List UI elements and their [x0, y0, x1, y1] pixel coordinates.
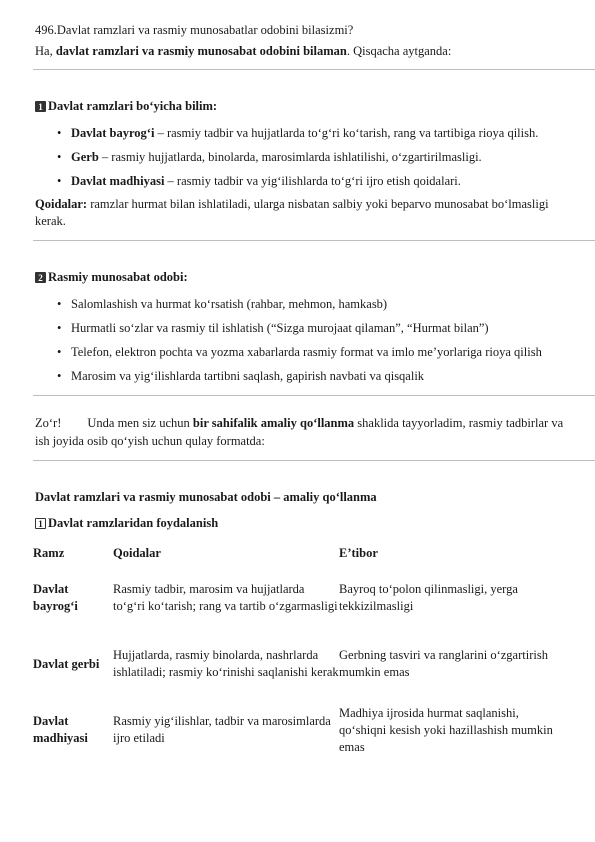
column-header: Qoidalar [113, 545, 161, 560]
item-text: Hurmatli so‘zlar va rasmiy til ishlatish (“Sizga murojaat qilaman”, “Hurmat bilan”) [71, 321, 489, 335]
list-item [35, 343, 573, 361]
keycap-number-icon: 1 [35, 518, 46, 529]
bullet-icon: • [57, 150, 62, 164]
section-heading [35, 98, 573, 114]
etiquette-list [35, 295, 573, 385]
subheading-title: Davlat ramzlaridan foydalanish [48, 516, 219, 530]
question-text: 496.Davlat ramzlari va rasmiy munosabatlar odobini bilasizmi? [35, 23, 354, 37]
column-header: Ramz [33, 545, 65, 560]
bullet-icon: • [57, 126, 62, 140]
item-text: – rasmiy hujjatlarda, binolarda, marosimlarda ishlatilishi, o‘zgartirilmasligi. [98, 150, 482, 164]
intro-paragraph [35, 43, 573, 59]
note-label: Qoidalar: [35, 197, 88, 211]
cell-etibor: Gerbning tasviri va ranglarini o‘zgartirish mumkin emas [339, 648, 548, 679]
closing-start: Zo‘r! [35, 416, 62, 430]
cell-ramz: Davlat madhiyasi [33, 714, 88, 745]
table-row [33, 697, 564, 763]
guide-title: Davlat ramzlari va rasmiy munosabat odobi – amaliy qo‘llanma [35, 490, 377, 504]
section-title: Rasmiy munosabat odobi: [48, 270, 188, 284]
list-item [35, 172, 573, 190]
item-text: – rasmiy tadbir va hujjatlarda to‘g‘ri ko‘tarish, rang va tartibiga rioya qilish. [154, 126, 539, 140]
cell-qoida: Hujjatlarda, rasmiy binolarda, nashrlarda ishlatiladi; rasmiy ko‘rinishi saqlanishi kerak [113, 648, 339, 679]
list-item [35, 295, 573, 313]
section-etiquette [35, 269, 573, 385]
list-item [35, 124, 573, 142]
column-header: E’tibor [339, 545, 378, 560]
keycap-number-icon: 2 [35, 272, 46, 283]
list-item [35, 367, 573, 385]
list-item [35, 148, 573, 166]
closing-end: shaklida tayyorladim, rasmiy tadbirlar va ish joyida osib qo‘yish uchun qulay formatda: [35, 416, 564, 448]
intro-prefix: Ha, [35, 44, 56, 58]
cell-ramz: Davlat bayrog‘i [33, 582, 78, 613]
cell-etibor: Madhiya ijrosida hurmat saqlanishi, qo‘shiqni kesish yoki hazillashish mumkin emas [339, 705, 553, 754]
item-text: Telefon, elektron pochta va yozma xabarlarda rasmiy format va imlo me’yorlariga rioya qilish [71, 345, 542, 359]
rules-note [35, 196, 573, 230]
item-term: Davlat madhiyasi [71, 174, 165, 188]
guide-subheading [35, 515, 573, 531]
bullet-icon: • [57, 369, 62, 383]
cell-qoida: Rasmiy tadbir, marosim va hujjatlarda to‘g‘ri ko‘tarish; rang va tartib o‘zgarmasligi [113, 582, 338, 613]
closing-paragraph [35, 414, 573, 450]
cell-etibor: Bayroq to‘polon qilinmasligi, yerga tekkizilmasligi [339, 582, 518, 613]
table-row [33, 565, 564, 631]
note-text: ramzlar hurmat bilan ishlatiladi, ularga nisbatan salbiy yoki beparvo munosabat bo‘lmasligi kerak. [35, 197, 549, 228]
item-text: – rasmiy tadbir va yig‘ilishlarda to‘g‘ri ijro etish qoidalari. [164, 174, 461, 188]
item-text: Salomlashish va hurmat ko‘rsatish (rahbar, mehmon, hamkasb) [71, 297, 388, 311]
section-heading [35, 269, 573, 285]
divider [33, 395, 595, 396]
item-term: Davlat bayrog‘i [71, 126, 155, 140]
divider [33, 69, 595, 70]
closing-bold: bir sahifalik amaliy qo‘llanma [192, 416, 355, 430]
intro-bold: davlat ramzlari va rasmiy munosabat odobini bilaman [55, 44, 347, 58]
cell-ramz: Davlat gerbi [33, 656, 100, 671]
bullet-icon: • [57, 345, 62, 359]
intro-suffix: . Qisqacha aytganda: [346, 44, 452, 58]
divider [33, 240, 595, 241]
cell-qoida: Rasmiy yig‘ilishlar, tadbir va marosimlarda ijro etiladi [113, 714, 331, 745]
table-row [33, 631, 564, 697]
symbols-list [35, 124, 573, 190]
divider [33, 460, 595, 461]
bullet-icon: • [57, 297, 62, 311]
list-item [35, 319, 573, 337]
bullet-icon: • [57, 321, 62, 335]
item-text: Marosim va yig‘ilishlarda tartibni saqlash, gapirish navbati va qisqalik [71, 369, 425, 383]
item-term: Gerb [71, 150, 99, 164]
section-title: Davlat ramzlari bo‘yicha bilim: [48, 99, 218, 113]
table-header-row [33, 541, 564, 565]
symbols-table [33, 541, 564, 763]
bullet-icon: • [57, 174, 62, 188]
closing-mid: Unda men siz uchun [87, 416, 193, 430]
section-symbols [35, 98, 573, 230]
keycap-number-icon: 1 [35, 101, 46, 112]
